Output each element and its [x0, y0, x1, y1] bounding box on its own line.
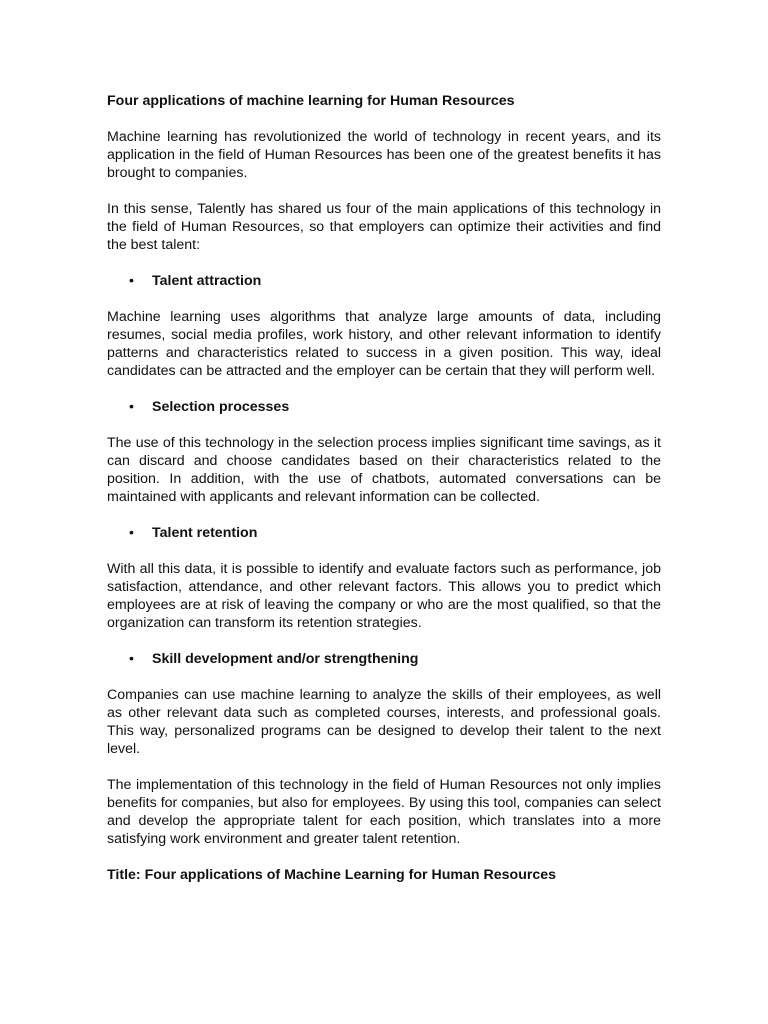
- section-heading-label: Talent retention: [152, 525, 258, 541]
- section-heading-selection-processes: [107, 398, 661, 416]
- section-heading-talent-retention: [107, 524, 661, 542]
- bullet-icon: •: [129, 273, 134, 289]
- intro-paragraph-2: In this sense, Talently has shared us four of the main applications of this technology in the field of Human Resources, so that employers can optimize their activities and find the best talent:: [107, 201, 661, 253]
- intro-paragraph-1: Machine learning has revolutionized the world of technology in recent years, and its application in the field of Human Resources has been one of the greatest benefits it has brought to companies.: [107, 129, 661, 181]
- bullet-icon: •: [129, 525, 134, 541]
- section-heading-label: Selection processes: [152, 399, 290, 415]
- section-body-talent-retention: With all this data, it is possible to identify and evaluate factors such as performance, job satisfaction, attendance, and other relevant factors. This allows you to predict which employees are at risk of leaving the company or who are the most qualified, so that the organization can transform its retention strategies.: [107, 561, 661, 631]
- footer-title: Title: Four applications of Machine Learning for Human Resources: [107, 867, 557, 883]
- document-page: [107, 92, 661, 884]
- document-title: Four applications of machine learning for Human Resources: [107, 93, 515, 109]
- bullet-icon: •: [129, 651, 134, 667]
- section-heading-talent-attraction: [107, 272, 661, 290]
- section-heading-skill-development: [107, 650, 661, 668]
- section-heading-label: Skill development and/or strengthening: [152, 651, 419, 667]
- section-body-talent-attraction: Machine learning uses algorithms that analyze large amounts of data, including resumes, social media profiles, work history, and other relevant information to identify patterns and characteristics related to success in a given position. This way, ideal candidates can be attracted and the employer can be certain that they will perform well.: [107, 309, 661, 379]
- section-body-selection-processes: The use of this technology in the selection process implies significant time savings, as it can discard and choose candidates based on their characteristics related to the position. In addition, with the use of chatbots, automated conversations can be maintained with applicants and relevant information can be collected.: [107, 435, 661, 505]
- section-heading-label: Talent attraction: [152, 273, 262, 289]
- bullet-icon: •: [129, 399, 134, 415]
- section-body-skill-development: Companies can use machine learning to analyze the skills of their employees, as well as other relevant data such as completed courses, interests, and professional goals. This way, personalized programs can be designed to develop their talent to the next level.: [107, 687, 661, 757]
- conclusion-paragraph: The implementation of this technology in the field of Human Resources not only implies benefits for companies, but also for employees. By using this tool, companies can select and develop the appropriate talent for each position, which translates into a more satisfying work environment and greater talent retention.: [107, 777, 661, 847]
